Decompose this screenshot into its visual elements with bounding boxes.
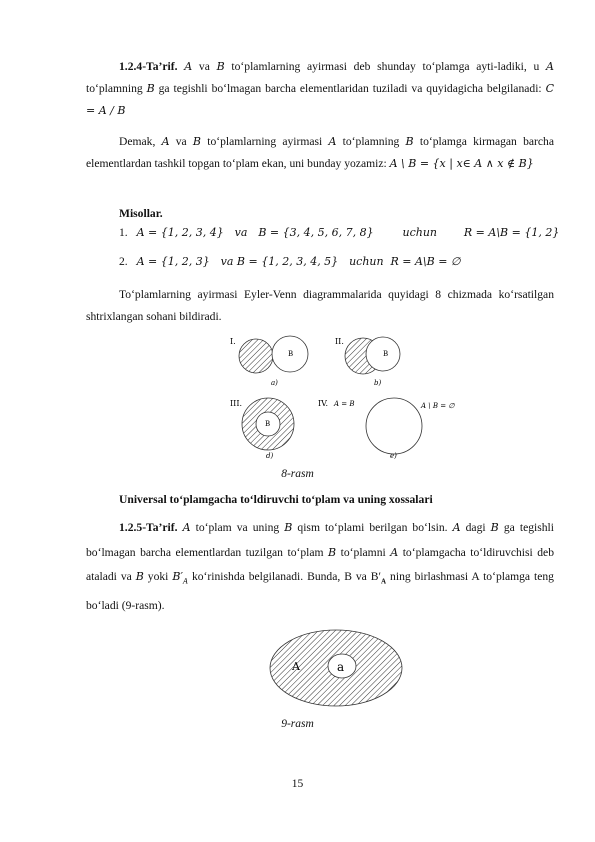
label-B: B — [265, 420, 271, 428]
example-number: 1. — [119, 226, 128, 239]
label-B: B — [383, 350, 389, 358]
examples-heading: Misollar. — [119, 207, 163, 220]
label-II: II. — [335, 337, 344, 346]
section-title: Universal to‘plamgacha to‘ldiruvchi to‘plam va uning xossalari — [119, 493, 433, 506]
label-III: III. — [230, 399, 243, 408]
set-a: A — [452, 521, 461, 534]
label-a: a — [337, 660, 345, 674]
definition-1-2-5 — [86, 516, 554, 618]
text: qism to‘plami berilgan bo‘lsin. — [292, 521, 453, 534]
text: to‘plamlarning ayirmasi — [201, 135, 329, 148]
text: ko‘rinishda belgilanadi. Bunda, B va B′ — [188, 570, 382, 583]
demak-paragraph — [86, 131, 554, 175]
set-b: B — [192, 135, 202, 148]
text: yoki — [143, 570, 173, 583]
label-empty-difference: A \ B = ∅ — [421, 402, 455, 410]
set-a: A — [182, 521, 191, 534]
text: to‘plamga kirmagan barcha elementlardan tashkil topgan to‘plam ekan, uni bunday yozamiz: — [86, 135, 554, 170]
figure-9-caption: 9-rasm — [281, 718, 314, 730]
text: va — [234, 226, 248, 239]
text: ga tegishli bo‘lmagan barcha elementlardan tuzilgan to‘plam — [86, 521, 554, 559]
example-1 — [119, 226, 559, 239]
text: uchun — [349, 255, 384, 268]
definition-1-2-4 — [86, 56, 554, 122]
text: ning birlashmasi A to‘plamga teng bo‘ladi (9-rasm — [86, 570, 554, 612]
set-b: B — [284, 521, 293, 534]
label-A: A — [292, 660, 300, 673]
set-b: B — [216, 60, 225, 73]
set-a: A — [546, 60, 554, 73]
set-b: B — [328, 545, 337, 559]
label-b: b) — [374, 379, 382, 387]
set-a: A — [184, 60, 193, 73]
set-a-def: A = {1, 2, 3} — [136, 255, 210, 268]
set-b: B — [146, 82, 155, 95]
result: R = A\B = ∅ — [390, 255, 461, 268]
text: to‘plamni — [336, 545, 391, 559]
figure-8-caption: 8-rasm — [281, 468, 314, 480]
diagram-I-set-a — [239, 339, 273, 373]
set-a-def: A = {1, 2, 3, 4} — [136, 226, 224, 239]
euler-paragraph: To‘plamlarning ayirmasi Eyler-Venn diagrammalarida quyidagi 8 chizmada ko‘rsatilgan shtrixlangan sohani bildiradi. — [86, 288, 554, 323]
figure-8 — [218, 334, 478, 464]
text: ga tegishli bo‘lmagan barcha elementlaridan tuziladi va quyidagicha belgilanadi: — [154, 82, 546, 95]
subscript: A — [381, 577, 387, 586]
formula: A \ B = {x | x∈ A ∧ x ∉ B} — [389, 157, 534, 170]
text: to‘plamgacha to‘ldiruvchisi deb ataladi va — [86, 545, 554, 583]
label-B: B — [288, 350, 294, 358]
label-e: e) — [390, 452, 397, 460]
set-b: B — [135, 570, 144, 583]
label-IV: IV. — [318, 399, 329, 408]
set-a: A — [161, 135, 170, 148]
label-a: a) — [271, 379, 278, 387]
text: va — [169, 135, 193, 148]
text: Demak, — [119, 135, 162, 148]
set-a: A — [390, 545, 399, 559]
text: va — [192, 60, 217, 73]
text: ). — [157, 598, 165, 612]
definition-label: 1.2.5-Ta’rif. — [119, 521, 178, 534]
text: to‘plamning — [86, 82, 147, 95]
definition-label: 1.2.4-Ta’rif. — [119, 60, 178, 73]
example-2 — [119, 255, 461, 268]
set-b-def: B = {3, 4, 5, 6, 7, 8} — [258, 226, 374, 239]
label-d: d) — [266, 452, 274, 460]
text: to‘plamlarning ayirmasi deb shunday to‘plamga ayti-ladiki, u — [224, 60, 547, 73]
set-b-def: va B = {1, 2, 3, 4, 5} — [220, 255, 339, 268]
set-a: A — [328, 135, 337, 148]
text: dagi — [460, 521, 491, 534]
figure-9 — [266, 626, 406, 712]
example-number: 2. — [119, 255, 128, 268]
text: to‘plamning — [336, 135, 406, 148]
set-b: B — [490, 521, 499, 534]
label-I: I. — [230, 337, 236, 346]
text: to‘plam va uning — [190, 521, 285, 534]
result: R = A\B = {1, 2} — [463, 226, 560, 239]
diagram-IV-set-a — [366, 398, 422, 454]
set-b: B — [405, 135, 414, 148]
complement-symbol: B′ — [172, 570, 183, 583]
label-a-eq-b: A = B — [334, 400, 355, 408]
formula: C = A / B — [86, 82, 554, 117]
text: uchun — [402, 226, 437, 239]
complement-subscript: A — [182, 577, 189, 586]
page-number: 15 — [291, 778, 304, 790]
